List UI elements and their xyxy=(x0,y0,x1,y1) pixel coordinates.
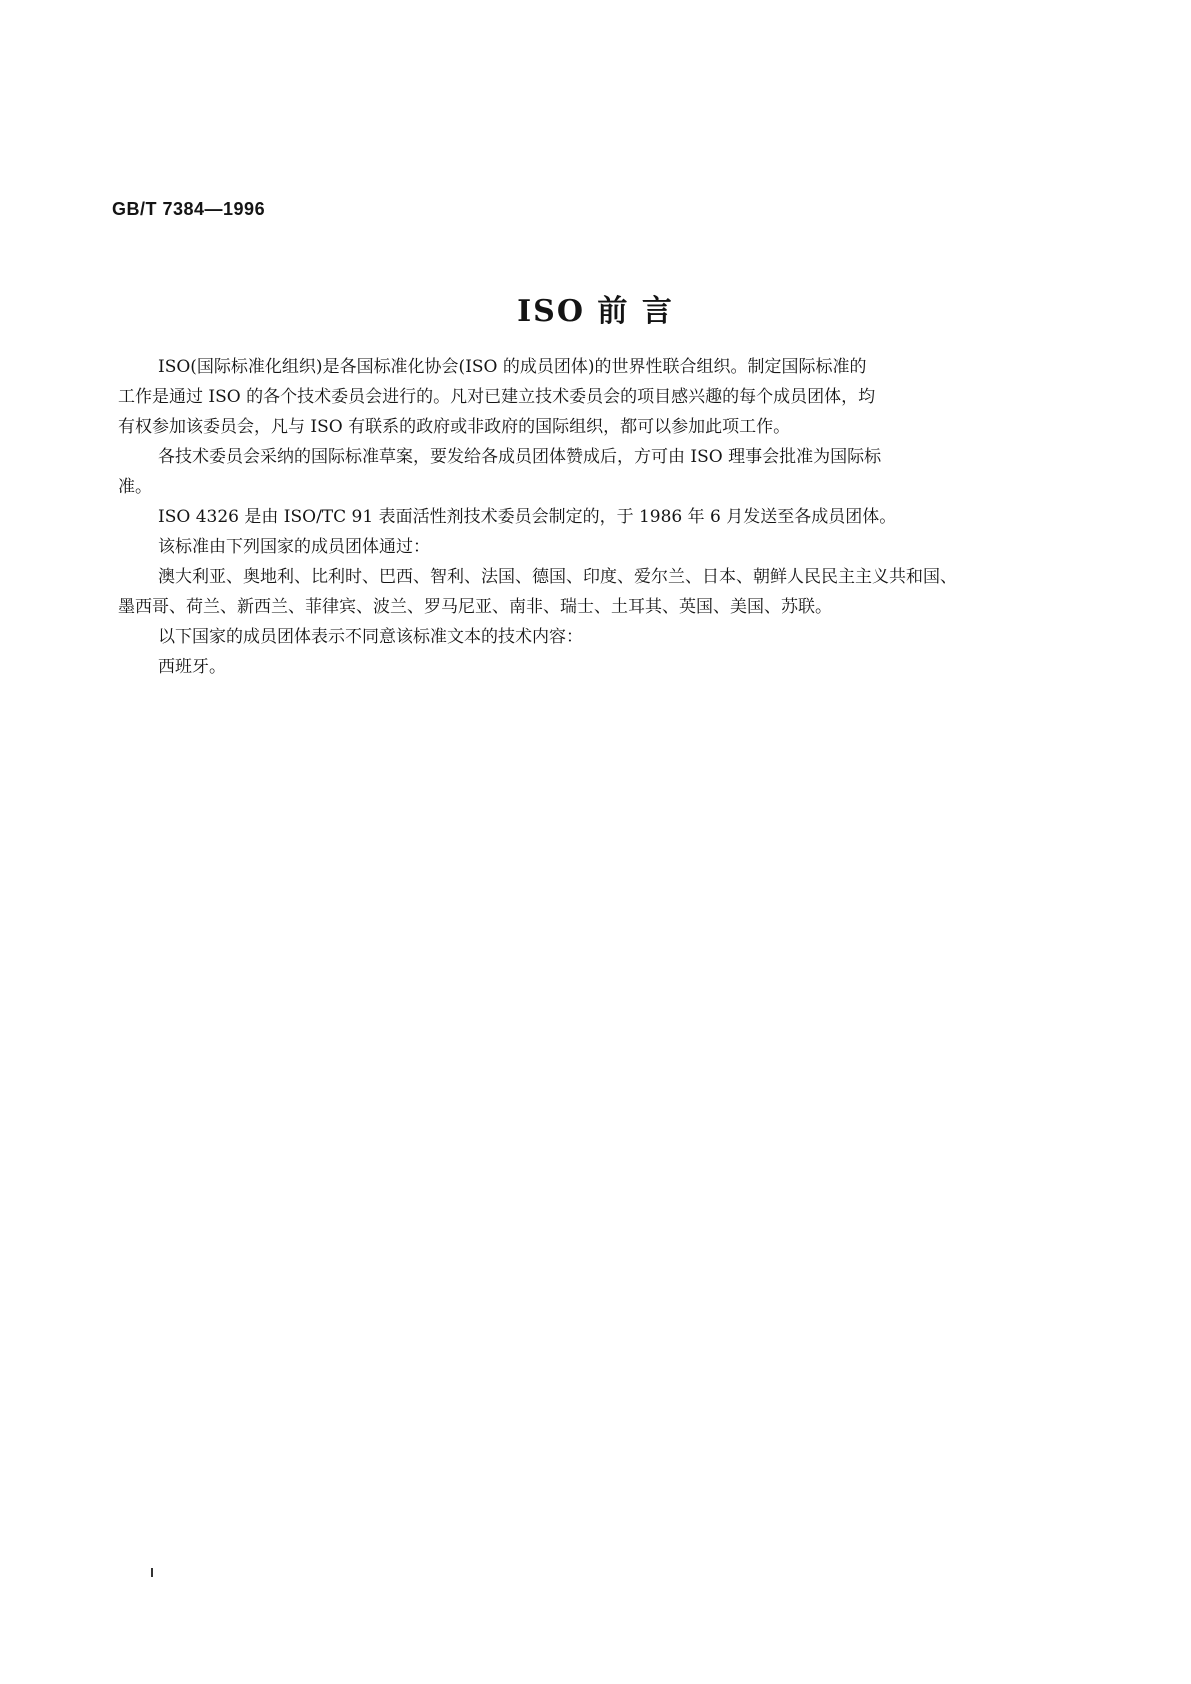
text-line: 该标准由下列国家的成员团体通过： xyxy=(158,537,430,557)
text-line: 西班牙。 xyxy=(158,657,226,677)
text-line: 各技术委员会采纳的国际标准草案，要发给各成员团体赞成后，方可由 ISO 理事会批准为国际标 xyxy=(158,447,882,467)
text-line: ISO(国际标准化组织)是各国标准化协会(ISO 的成员团体)的世界性联合组织。制定国际标准的 xyxy=(158,357,867,377)
standard-code: GB/T 7384—1996 xyxy=(112,199,266,219)
scan-artifact-mark xyxy=(151,1568,153,1577)
paragraph-disapproving-countries xyxy=(150,652,1050,682)
paragraph-iso-intro xyxy=(118,352,1050,442)
text-line: 有权参加该委员会，凡与 ISO 有联系的政府或非政府的国际组织，都可以参加此项工作。 xyxy=(118,417,791,437)
foreword-body xyxy=(118,352,1050,682)
paragraph-approved-by xyxy=(150,532,1050,562)
paragraph-approving-countries xyxy=(118,562,1050,622)
text-line: 墨西哥、荷兰、新西兰、菲律宾、波兰、罗马尼亚、南非、瑞士、土耳其、英国、美国、苏联。 xyxy=(118,597,832,617)
paragraph-iso-4326 xyxy=(150,502,1050,532)
page-title: ISO 前 言 xyxy=(517,294,674,329)
paragraph-draft-approval xyxy=(118,442,1050,502)
text-line: 以下国家的成员团体表示不同意该标准文本的技术内容： xyxy=(158,627,583,647)
text-line: 澳大利亚、奥地利、比利时、巴西、智利、法国、德国、印度、爱尔兰、日本、朝鲜人民民主主义共和国、 xyxy=(158,567,957,587)
text-line: 工作是通过 ISO 的各个技术委员会进行的。凡对已建立技术委员会的项目感兴趣的每个成员团体，均 xyxy=(118,387,876,407)
text-line: ISO 4326 是由 ISO/TC 91 表面活性剂技术委员会制定的，于 1986 年 6 月发送至各成员团体。 xyxy=(158,507,897,527)
paragraph-disapproval xyxy=(150,622,1050,652)
text-line: 准。 xyxy=(118,477,152,497)
